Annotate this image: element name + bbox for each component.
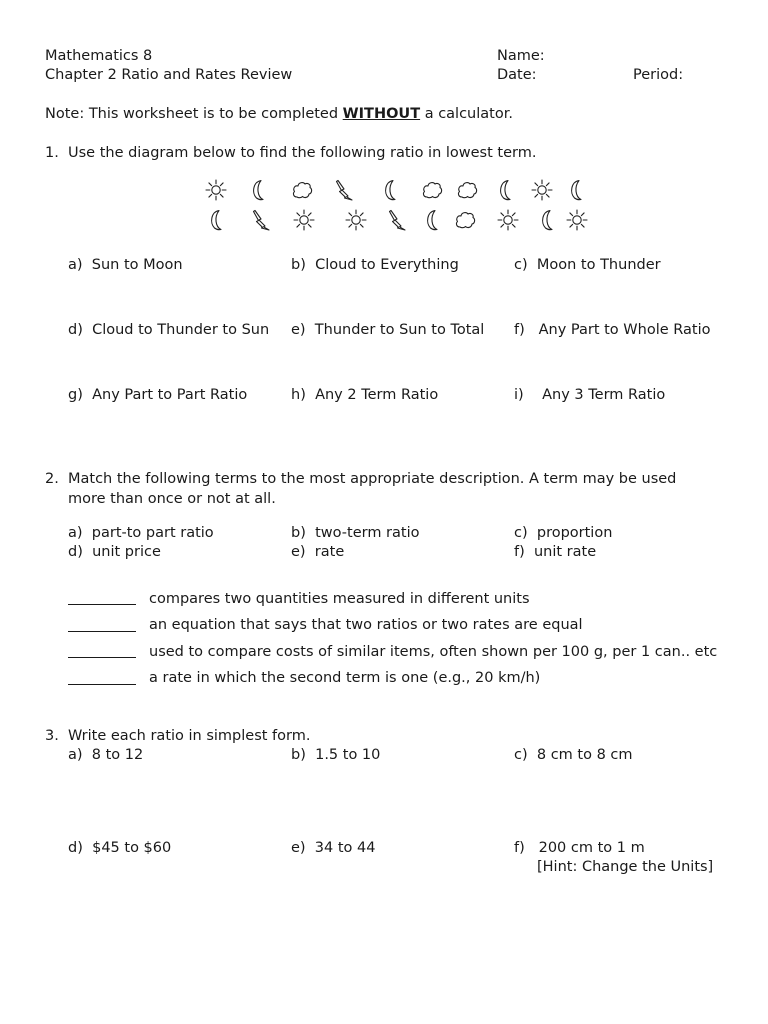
sun-icon: [344, 208, 368, 232]
part-text: Moon to Thunder: [536, 257, 661, 273]
moon-icon: [535, 208, 559, 232]
part-label: i): [514, 387, 524, 403]
part-text: Sun to Moon: [91, 257, 183, 273]
course-title: Mathematics 8: [45, 48, 153, 64]
part-label: d): [68, 322, 83, 338]
calculator-note: [45, 105, 513, 123]
description-1: compares two quantities measured in different units: [149, 591, 530, 607]
part-label: a): [68, 257, 83, 273]
part-label: e): [291, 840, 306, 856]
q3-part-d: [68, 839, 171, 857]
q2-term-b: [291, 524, 420, 542]
sun-icon: [292, 208, 316, 232]
part-label: e): [291, 322, 306, 338]
description-4: a rate in which the second term is one (e.g., 20 km/h): [149, 670, 541, 686]
sun-icon: [496, 208, 520, 232]
part-label: a): [68, 747, 83, 763]
sun-icon: [204, 178, 228, 202]
q3-part-a: [68, 746, 143, 764]
q1-part-g: [68, 386, 247, 404]
period-label: Period:: [633, 67, 684, 83]
q1-part-a: [68, 256, 183, 274]
part-text: Any 3 Term Ratio: [542, 387, 666, 403]
part-label: b): [291, 257, 306, 273]
q2-term-e: [291, 543, 344, 561]
part-text: 8 cm to 8 cm: [536, 747, 633, 763]
part-label: b): [291, 747, 306, 763]
thunder-icon: [249, 208, 273, 232]
moon-icon: [493, 178, 517, 202]
part-label: c): [514, 747, 528, 763]
part-label: f): [514, 840, 525, 856]
q2-term-d: [68, 543, 161, 561]
part-text: Any Part to Whole Ratio: [538, 322, 711, 338]
part-text: 34 to 44: [314, 840, 376, 856]
q2-term-c: [514, 524, 612, 542]
q3-part-e: [291, 839, 375, 857]
q1-part-d: [68, 321, 269, 339]
part-text: 8 to 12: [91, 747, 144, 763]
chapter-title: Chapter 2 Ratio and Rates Review: [45, 67, 293, 83]
answer-blank[interactable]: [68, 684, 136, 685]
term-text: proportion: [536, 525, 613, 541]
part-text: Any Part to Part Ratio: [92, 387, 248, 403]
part-label: c): [514, 257, 528, 273]
moon-icon: [564, 178, 588, 202]
units-hint: [Hint: Change the Units]: [537, 859, 714, 875]
note-suffix: a calculator.: [420, 106, 513, 122]
term-text: rate: [314, 544, 345, 560]
q1-part-b: [291, 256, 459, 274]
part-text: Cloud to Thunder to Sun: [92, 322, 270, 338]
q1-part-h: [291, 386, 438, 404]
description-3: used to compare costs of similar items, often shown per 100 g, per 1 can.. etc: [149, 644, 718, 660]
cloud-icon: [453, 208, 477, 232]
q2-term-f: [514, 543, 596, 561]
cloud-icon: [455, 178, 479, 202]
part-text: 200 cm to 1 m: [538, 840, 645, 856]
q1-prompt: Use the diagram below to find the following ratio in lowest term.: [68, 145, 537, 161]
term-label: a): [68, 525, 83, 541]
q2-prompt-line1: Match the following terms to the most appropriate description. A term may be used: [68, 471, 677, 487]
term-text: part-to part ratio: [91, 525, 214, 541]
description-2: an equation that says that two ratios or two rates are equal: [149, 617, 583, 633]
sun-icon: [530, 178, 554, 202]
moon-icon: [246, 178, 270, 202]
term-label: b): [291, 525, 306, 541]
q2-number: 2.: [45, 471, 59, 487]
q1-part-e: [291, 321, 484, 339]
moon-icon: [420, 208, 444, 232]
q1-part-c: [514, 256, 661, 274]
part-text: Any 2 Term Ratio: [315, 387, 439, 403]
note-emphasis: WITHOUT: [342, 106, 421, 122]
q1-number: 1.: [45, 145, 59, 161]
part-text: Thunder to Sun to Total: [314, 322, 485, 338]
part-text: Cloud to Everything: [315, 257, 459, 273]
q1-part-f: [514, 321, 710, 339]
part-label: f): [514, 322, 525, 338]
q3-prompt: Write each ratio in simplest form.: [68, 728, 311, 744]
part-text: 1.5 to 10: [315, 747, 381, 763]
q1-part-i: [514, 386, 665, 404]
q2-prompt-line2: more than once or not at all.: [68, 491, 276, 507]
part-label: h): [291, 387, 306, 403]
q3-part-b: [291, 746, 380, 764]
part-label: d): [68, 840, 83, 856]
term-label: f): [514, 544, 525, 560]
term-text: unit price: [92, 544, 161, 560]
name-label: Name:: [497, 48, 545, 64]
answer-blank[interactable]: [68, 631, 136, 632]
note-prefix: Note: This worksheet is to be completed: [45, 106, 343, 122]
moon-icon: [378, 178, 402, 202]
answer-blank[interactable]: [68, 604, 136, 605]
part-text: $45 to $60: [92, 840, 172, 856]
part-label: g): [68, 387, 83, 403]
q3-part-f: [514, 839, 645, 857]
term-text: two-term ratio: [315, 525, 420, 541]
q2-term-a: [68, 524, 214, 542]
date-label: Date:: [497, 67, 537, 83]
moon-icon: [204, 208, 228, 232]
answer-blank[interactable]: [68, 657, 136, 658]
term-label: c): [514, 525, 528, 541]
term-label: e): [291, 544, 306, 560]
sun-icon: [565, 208, 589, 232]
thunder-icon: [332, 178, 356, 202]
q3-number: 3.: [45, 728, 59, 744]
thunder-icon: [385, 208, 409, 232]
q3-part-c: [514, 746, 633, 764]
cloud-icon: [290, 178, 314, 202]
cloud-icon: [420, 178, 444, 202]
term-label: d): [68, 544, 83, 560]
term-text: unit rate: [533, 544, 597, 560]
